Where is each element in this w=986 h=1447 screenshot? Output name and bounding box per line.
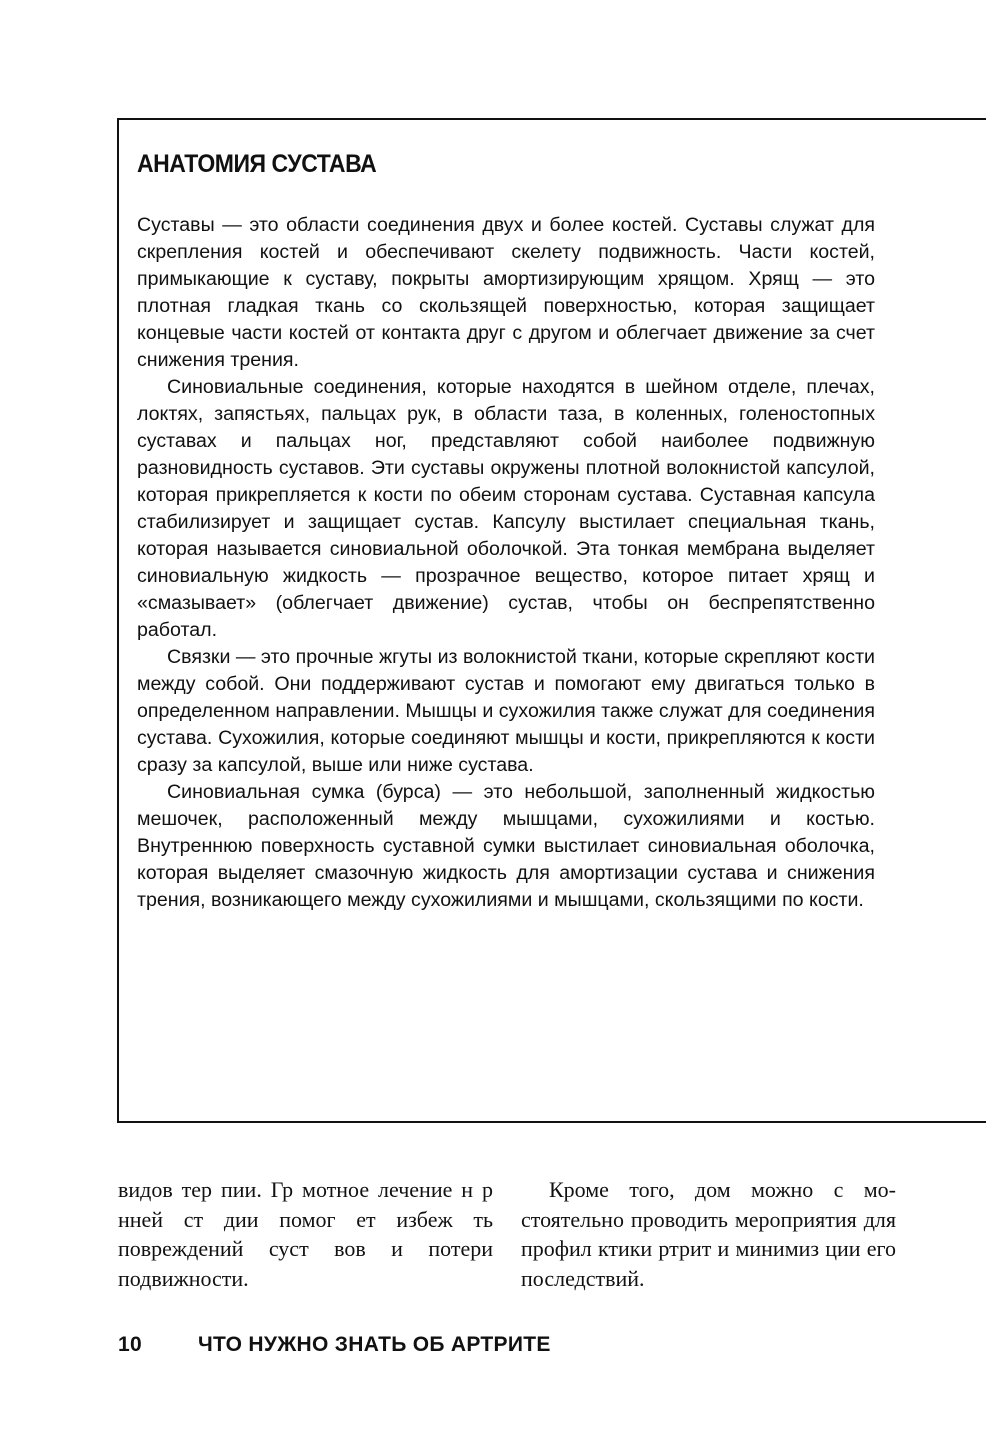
sidebar-paragraph: Синовиальные соединения, которые находятся в шейном отделе, плечах, локтях, запястьях, пальцах рук, в области таза, в коленных, голеностопных суставах и пальцах ног, представляют собой наиболее подвижную разновидность суставов. Эти суставы окружены плотной волокнистой капсулой, которая прикрепляется к кости по обеим сторонам сустава. Суставная капсула стабилизирует и защищает сустав. Капсулу выстилает специальная ткань, которая называется синовиальной оболочкой. Эта тонкая мембрана выделяет синовиальную жидкость — прозрачное вещество, которое питает хрящ и «смазывает» (облегчает движение) сустав, чтобы он беспрепятственно работал. — [137, 376, 875, 641]
body-paragraph: Кроме того, дом можно с мостоятельно проводить мероприятия для профил ктики ртрит и минимиз ции его последствий. — [521, 1177, 896, 1291]
page-number: 10 — [118, 1333, 142, 1356]
running-title: ЧТО НУЖНО ЗНАТЬ ОБ АРТРИТЕ — [198, 1333, 551, 1356]
sidebar-paragraph: Суставы — это области соединения двух и более костей. Суставы служат для скрепления костей и обеспечивают скелету подвижность. Части костей, примыкающие к суставу, покрыты амортизирующим хрящом. Хрящ — это плотная гладкая ткань со скользящей поверхностью, которая защищает концевые части костей от контакта друг с другом и облегчает движение за счет снижения трения. — [137, 214, 875, 371]
sidebar-body — [137, 212, 875, 914]
sidebar-paragraph: Синовиальная сумка (бурса) — это небольшой, заполненный жидкостью мешочек, расположенный между мышцами, сухожилиями и костью. Внутреннюю поверхность суставной сумки выстилает синовиальная оболочка, которая выделяет смазочную жидкость для амортизации сустава и снижения трения, возникающего между сухожилиями и мышцами, скользящими по кости. — [137, 781, 875, 911]
body-column-left — [118, 1175, 493, 1293]
page-footer — [118, 1333, 551, 1357]
body-paragraph: видов тер пии. Гр мотное лечение н р нней ст дии помог ет избеж ть повреждений суст вов и потери подвижности. — [118, 1177, 493, 1291]
sidebar-paragraph: Связки — это прочные жгуты из волокнистой ткани, которые скрепляют кости между собой. Они поддерживают сустав и помогают ему двигаться только в определенном направлении. Мышцы и сухожилия также служат для соединения сустава. Сухожилия, которые соединяют мышцы и кости, прикрепляются к кости сразу за капсулой, выше или ниже сустава. — [137, 646, 875, 776]
sidebar-title: АНАТОМИЯ СУСТАВА — [137, 150, 377, 178]
body-column-right — [521, 1175, 896, 1293]
